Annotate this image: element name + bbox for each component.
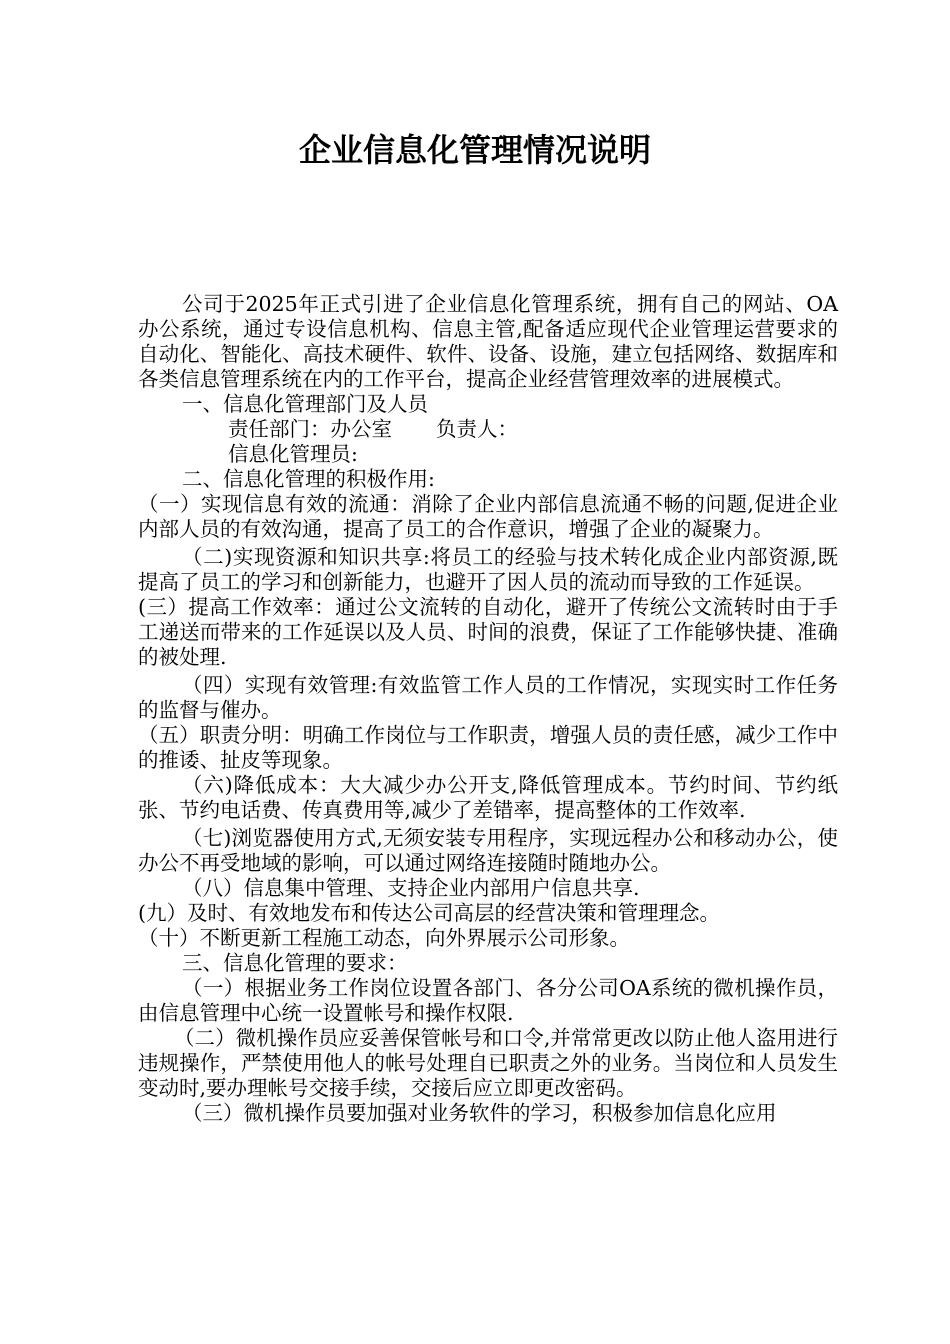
section-heading-2: 二、信息化管理的积极作用: — [182, 467, 435, 491]
requirement-item-2: （二）微机操作员应妥善保管帐号和口令,并常常更改以防止他人盗用进行违规操作，严禁使用他人的帐号处理自已职责之外的业务。当岗位和人员发生变动时,要办理帐号交接手续，交接后应立即更改密码。 — [138, 1026, 838, 1100]
benefit-item-2: （二)实现资源和知识共享:将员工的经验与技术转化成企业内部资源,既提高了员工的学习和创新能力，也避开了因人员的流动而导致的工作延误。 — [138, 545, 838, 594]
benefit-item-1: （一）实现信息有效的流通：消除了企业内部信息流通不畅的问题,促进企业内部人员的有效沟通，提高了员工的合作意识，增强了企业的凝聚力。 — [138, 492, 838, 541]
document-body — [138, 292, 838, 1126]
responsible-line — [138, 417, 838, 442]
benefit-item-4: （四）实现有效管理:有效监管工作人员的工作情况，实现实时工作任务的监督与催办。 — [138, 673, 838, 722]
benefit-item-9: (九）及时、有效地发布和传达公司高层的经营决策和管理理念。 — [138, 901, 720, 925]
document-title: 企业信息化管理情况说明 — [298, 131, 651, 169]
benefit-item-5: （五）职责分明：明确工作岗位与工作职责，增强人员的责任感，减少工作中的推诿、扯皮等现象。 — [138, 723, 838, 772]
section-heading-1: 一、信息化管理部门及人员 — [182, 392, 428, 416]
benefit-item-3: (三）提高工作效率：通过公文流转的自动化，避开了传统公文流转时由于手工递送而带来的工作延误以及人员、时间的浪费，保证了工作能够快捷、准确的被处理. — [138, 595, 838, 669]
benefit-item-6: （六)降低成本：大大减少办公开支,降低管理成本。节约时间、节约纸张、节约电话费、传真费用等,减少了差错率，提高整体的工作效率. — [138, 773, 838, 822]
requirement-item-3: （三）微机操作员要加强对业务软件的学习，积极参加信息化应用 — [182, 1101, 777, 1125]
benefit-item-8: （八）信息集中管理、支持企业内部用户信息共享. — [182, 876, 640, 900]
responsible-department: 责任部门：办公室 — [228, 417, 392, 441]
section-heading-3: 三、信息化管理的要求： — [182, 951, 408, 975]
intro-paragraph: 公司于2025年正式引进了企业信息化管理系统，拥有自己的网站、OA办公系统，通过专设信息机构、信息主管,配备适应现代企业管理运营要求的自动化、智能化、高技术硬件、软件、设备、设施，建立包括网络、数据库和各类信息管理系统在内的工作平台，提高企业经营管理效率的进展模式。 — [138, 292, 838, 391]
requirement-item-1: （一）根据业务工作岗位设置各部门、各分公司OA系统的微机操作员，由信息管理中心统一设置帐号和操作权限. — [138, 976, 838, 1025]
info-admin-line: 信息化管理员: — [228, 442, 358, 466]
benefit-item-10: （十）不断更新工程施工动态，向外界展示公司形象。 — [138, 926, 630, 950]
benefit-item-7: （七)浏览器使用方式,无须安装专用程序，实现远程办公和移动办公，使办公不再受地域的影响，可以通过网络连接随时随地办公。 — [138, 826, 838, 875]
responsible-person: 负责人： — [436, 417, 518, 441]
